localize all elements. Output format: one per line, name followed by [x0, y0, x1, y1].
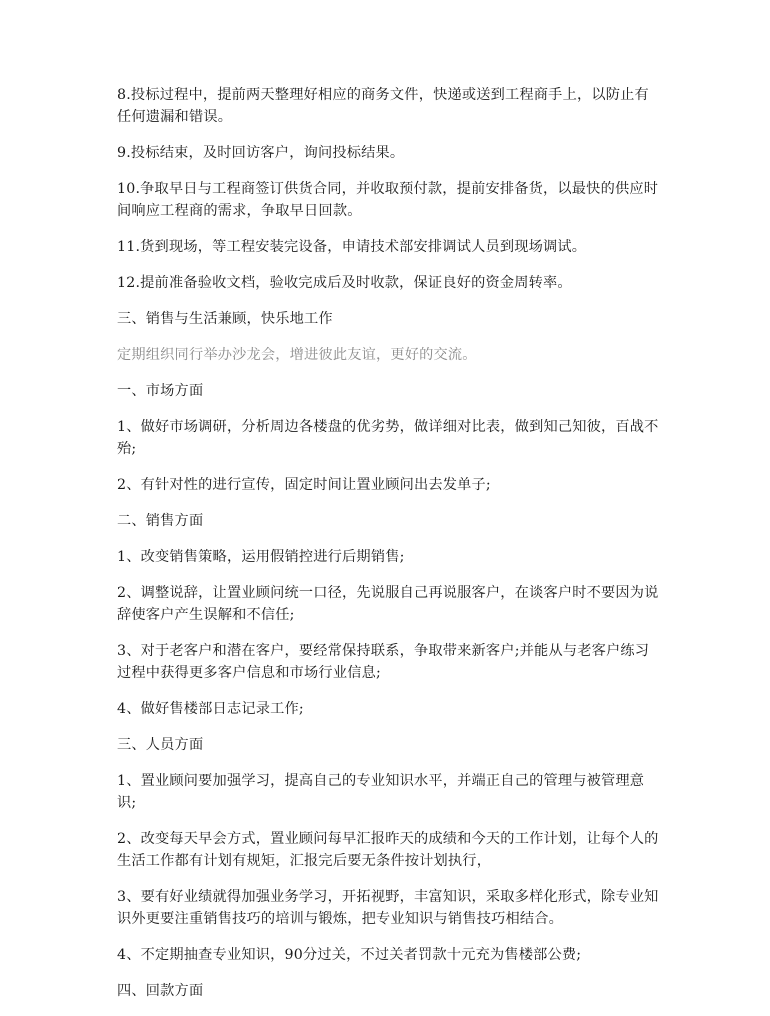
paragraph-item-12: 12.提前准备验收文档，验收完成后及时收款，保证良好的资金周转率。 [117, 275, 572, 291]
personnel-item-2: 2、改变每天早会方式，置业顾问每早汇报昨天的成绩和今天的工作计划，让每个人的生活工作都有计划有规矩，汇报完后要无条件按计划执行， [117, 831, 659, 869]
market-item-2: 2、有针对性的进行宣传，固定时间让置业顾问出去发单子; [117, 477, 491, 493]
sales-item-4: 4、做好售楼部日志记录工作; [117, 701, 304, 717]
section-heading-personnel: 三、人员方面 [117, 737, 204, 753]
personnel-item-4: 4、不定期抽查专业知识，90分过关，不过关者罚款十元充为售楼部公费; [117, 947, 582, 963]
sales-item-1: 1、改变销售策略，运用假销控进行后期销售; [117, 549, 405, 565]
sales-item-2: 2、调整说辞，让置业顾问统一口径，先说服自己再说服客户，在谈客户时不要因为说辞使客户产生误解和不信任; [117, 585, 659, 623]
document-body [117, 84, 662, 1016]
paragraph-item-10: 10.争取早日与工程商签订供货合同，并收取预付款，提前安排备货，以最快的供应时间响应工程商的需求，争取早日回款。 [117, 181, 659, 219]
personnel-item-1: 1、置业顾问要加强学习，提高自己的专业知识水平，并端正自己的管理与被管理意识; [117, 773, 645, 811]
market-item-1: 1、做好市场调研，分析周边各楼盘的优劣势，做详细对比表，做到知己知彼，百战不殆; [117, 419, 659, 457]
paragraph-item-11: 11.货到现场，等工程安装完设备，申请技术部安排调试人员到现场调试。 [117, 239, 587, 255]
paragraph-item-8: 8.投标过程中，提前两天整理好相应的商务文件，快递或送到工程商手上，以防止有任何遗漏和错误。 [117, 87, 649, 125]
section-heading-sales-life-balance: 三、销售与生活兼顾，快乐地工作 [117, 311, 333, 327]
section-heading-sales: 二、销售方面 [117, 513, 204, 529]
paragraph-item-9: 9.投标结束，及时回访客户，询问投标结果。 [117, 145, 405, 161]
sales-item-3: 3、对于老客户和潜在客户，要经常保持联系，争取带来新客户;并能从与老客户练习过程中获得更多客户信息和市场行业信息; [117, 643, 650, 681]
personnel-item-3: 3、要有好业绩就得加强业务学习，开拓视野，丰富知识，采取多样化形式，除专业知识外更要注重销售技巧的培训与锻炼，把专业知识与销售技巧相结合。 [117, 889, 659, 927]
section-heading-market: 一、市场方面 [117, 383, 204, 399]
salon-note: 定期组织同行举办沙龙会，增进彼此友谊，更好的交流。 [117, 347, 477, 363]
section-heading-collections: 四、回款方面 [117, 983, 204, 999]
